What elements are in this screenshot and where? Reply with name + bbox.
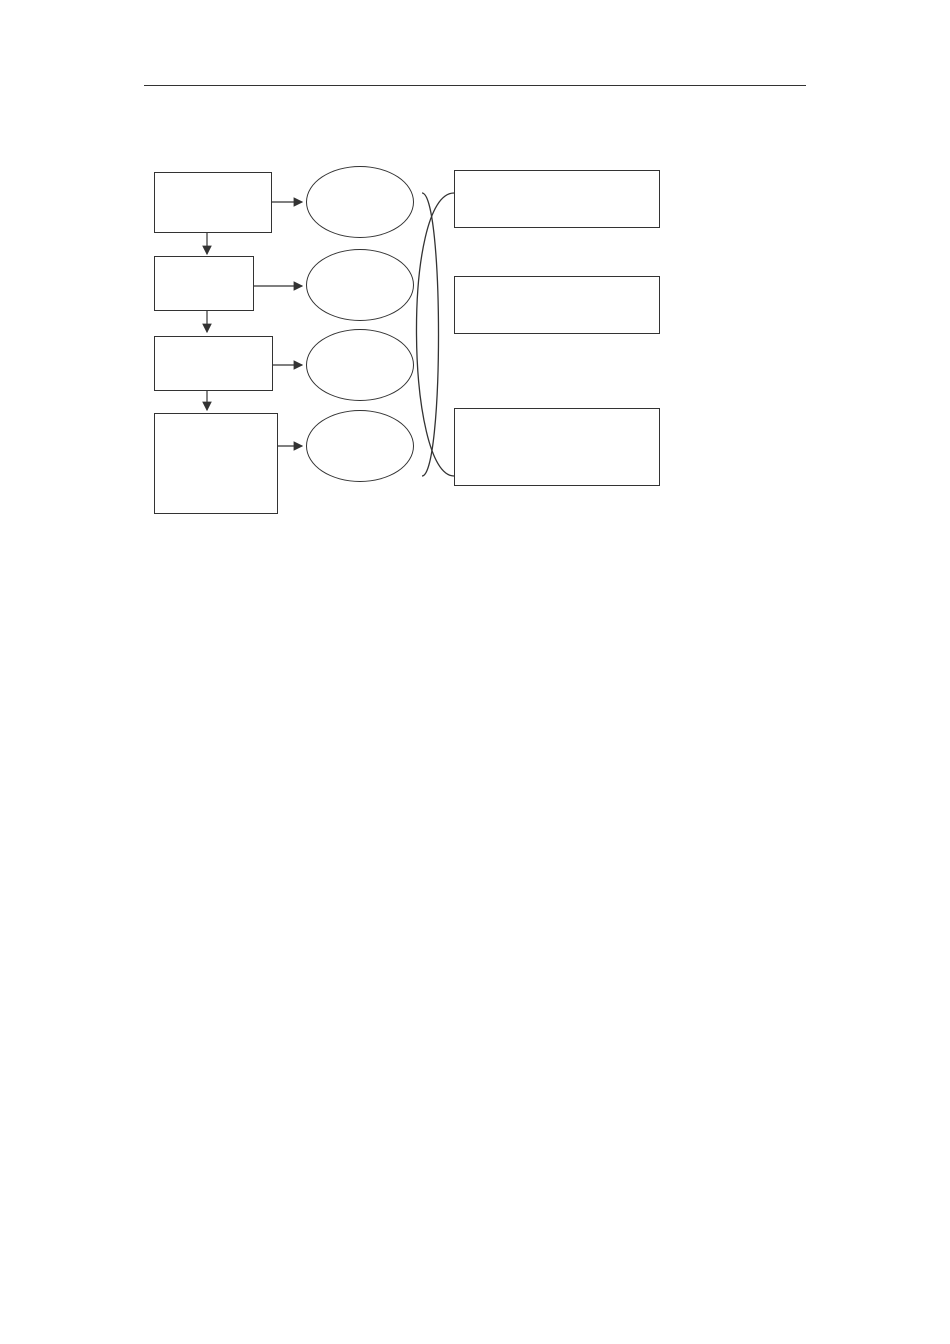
method-oval-4	[306, 410, 414, 482]
trend-box-method	[454, 276, 660, 334]
system-box-jiupin	[154, 336, 273, 391]
system-box-chaju	[154, 256, 254, 311]
method-oval-1	[306, 166, 414, 238]
trend-box-standard	[454, 170, 660, 228]
header-rule	[144, 85, 806, 86]
selection-system-diagram	[144, 146, 806, 546]
method-oval-3	[306, 329, 414, 401]
method-oval-2	[306, 249, 414, 321]
system-box-keju	[154, 413, 278, 514]
page-content	[144, 122, 806, 538]
trend-box-form	[454, 408, 660, 486]
system-box-shiguan	[154, 172, 272, 233]
